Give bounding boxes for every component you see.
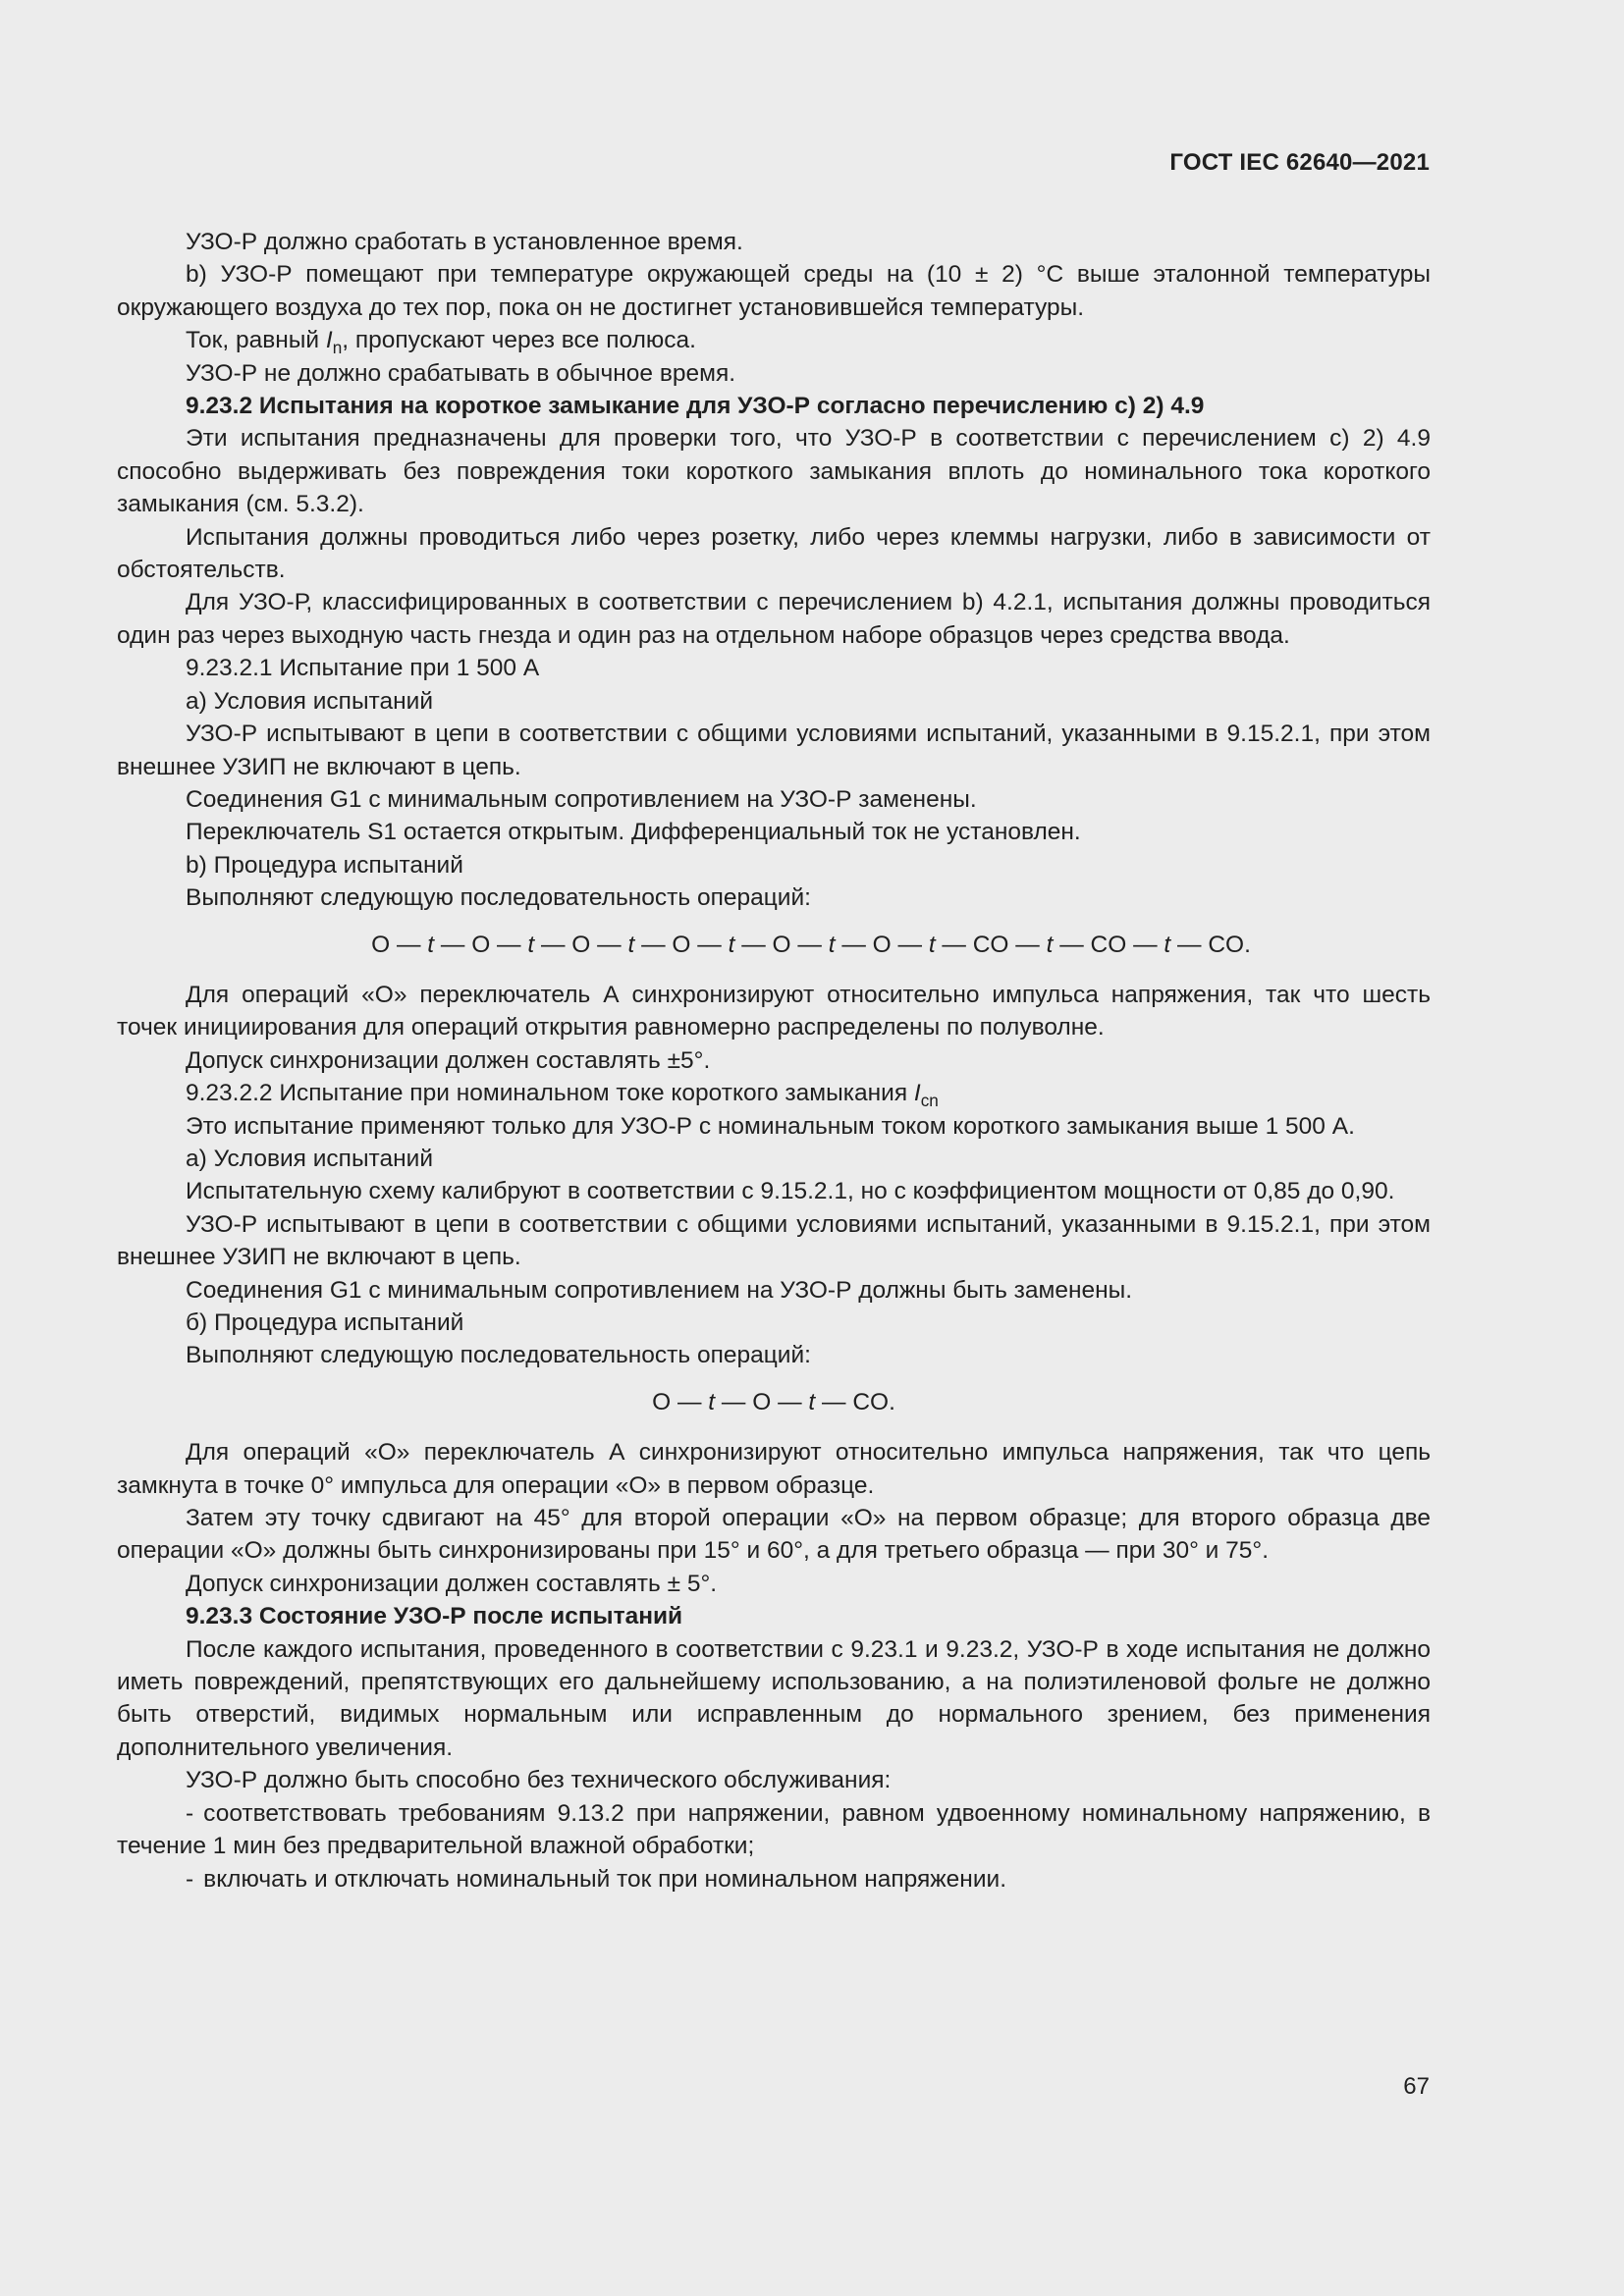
list-dash: - [186,1799,194,1827]
list-item [117,1863,1431,1896]
text-run: 9.23.2.2 Испытание при номинальном токе короткого замыкания [186,1080,914,1107]
document-id: ГОСТ IEC 62640—2021 [1169,149,1430,176]
paragraph: Для операций «О» переключатель А синхронизируют относительно импульса напряжения, так что цепь замкнута в точке 0° импульса для операции «О» в первом образце. [117,1439,1431,1499]
paragraph: УЗО-Р должно быть способно без технического обслуживания: [186,1767,892,1794]
operation-sequence-formula: O — t — O — t — O — t — O — t — O — t — O — t — CO — t — CO — t — CO. [371,931,1251,958]
subscript: cn [920,1091,939,1111]
symbol-current: I [913,1080,921,1107]
paragraph: Эти испытания предназначены для проверки того, что УЗО-Р в соответствии с перечислением с) 2) 4.9 способно выдерживать без повреждения токи короткого замыкания вплоть до номинального тока короткого замыкания (см. 5.3.2). [117,425,1431,518]
time-symbol: t [828,931,836,958]
list-label: б) Процедура испытаний [186,1309,464,1336]
text-run: , пропускают через все полюса. [342,327,696,354]
paragraph: УЗО-Р испытывают в цепи в соответствии с общими условиями испытаний, указанными в 9.15.2.1, при этом внешнее УЗИП не включают в цепь. [117,1210,1431,1271]
time-symbol: t [728,931,735,958]
subsection-heading: 9.23.2.1 Испытание при 1 500 А [186,655,540,682]
time-symbol: t [627,931,635,958]
page-number: 67 [1403,2073,1430,2100]
paragraph: Переключатель S1 остается открытым. Дифференциальный ток не установлен. [186,819,1081,846]
paragraph: Допуск синхронизации должен составлять ± 5°. [186,1570,718,1597]
paragraph: УЗО-Р не должно срабатывать в обычное время. [186,359,736,387]
time-symbol: t [708,1388,716,1415]
time-symbol: t [427,931,435,958]
subsection-heading [117,1077,1431,1109]
paragraph: УЗО-Р должно сработать в установленное время. [186,229,743,255]
operation-sequence-formula: O — t — O — t — CO. [652,1388,895,1415]
list-item-text: соответствовать требованиям 9.13.2 при напряжении, равном удвоенному номинальному напряжению, в течение 1 мин без предварительной влажной обработки; [117,1799,1431,1860]
time-symbol: t [527,931,535,958]
paragraph [117,324,1431,356]
paragraph: Затем эту точку сдвигают на 45° для второй операции «О» на первом образце; для второго образца две операции «О» должны быть синхронизированы при 15° и 60°, а для третьего образца — при 30° и 75°. [117,1505,1431,1565]
time-symbol: t [1164,931,1171,958]
list-item [117,1797,1431,1863]
paragraph: Соединения G1 с минимальным сопротивлением на УЗО-Р должны быть заменены. [186,1276,1133,1304]
paragraph: Выполняют следующую последовательность операций: [186,884,811,912]
time-symbol: t [928,931,936,958]
paragraph: Это испытание применяют только для УЗО-Р с номинальным током короткого замыкания выше 1 500 А. [186,1112,1355,1140]
list-dash: - [186,1865,194,1893]
section-heading: 9.23.2 Испытания на короткое замыкание для УЗО-Р согласно перечислению с) 2) 4.9 [186,393,1205,420]
text-run: Ток, равный [186,327,326,354]
paragraph: Выполняют следующую последовательность операций: [186,1342,811,1369]
document-body [117,226,1431,1896]
paragraph: Допуск синхронизации должен составлять ±5°. [186,1046,711,1074]
paragraph: Соединения G1 с минимальным сопротивлением на УЗО-Р заменены. [186,785,977,813]
paragraph: Для операций «О» переключатель А синхронизируют относительно импульса напряжения, так что шесть точек инициирования для операций открытия равномерно распределены по полуволне. [117,981,1431,1041]
subscript: n [332,338,343,358]
time-symbol: t [808,1388,816,1415]
list-label: b) Процедура испытаний [186,851,463,879]
time-symbol: t [1046,931,1054,958]
paragraph: Испытания должны проводиться либо через розетку, либо через клеммы нагрузки, либо в зависимости от обстоятельств. [117,523,1431,584]
symbol-current: I [325,327,333,354]
paragraph: Испытательную схему калибруют в соответствии с 9.15.2.1, но с коэффициентом мощности от 0,85 до 0,90. [186,1178,1395,1205]
paragraph: Для УЗО-Р, классифицированных в соответствии с перечислением b) 4.2.1, испытания должны проводиться один раз через выходную часть гнезда и один раз на отдельном наборе образцов через средства ввода. [117,589,1431,649]
paragraph: После каждого испытания, проведенного в соответствии с 9.23.1 и 9.23.2, УЗО-Р в ходе испытания не должно иметь повреждений, препятствующих его дальнейшему использованию, а на полиэтиленовой фольге не должно быть отверстий, видимых нормальным или исправленным до нормального зрением, без применения дополнительного увеличения. [117,1635,1431,1761]
section-heading: 9.23.3 Состояние УЗО-Р после испытаний [186,1603,683,1630]
list-label: a) Условия испытаний [186,687,434,715]
list-item-text: включать и отключать номинальный ток при номинальном напряжении. [203,1865,1007,1893]
list-label: a) Условия испытаний [186,1145,434,1172]
paragraph: b) УЗО-Р помещают при температуре окружающей среды на (10 ± 2) °С выше эталонной температуры окружающего воздуха до тех пор, пока он не достигнет установившейся температуры. [117,261,1431,321]
paragraph: УЗО-Р испытывают в цепи в соответствии с общими условиями испытаний, указанными в 9.15.2.1, при этом внешнее УЗИП не включают в цепь. [117,721,1431,780]
